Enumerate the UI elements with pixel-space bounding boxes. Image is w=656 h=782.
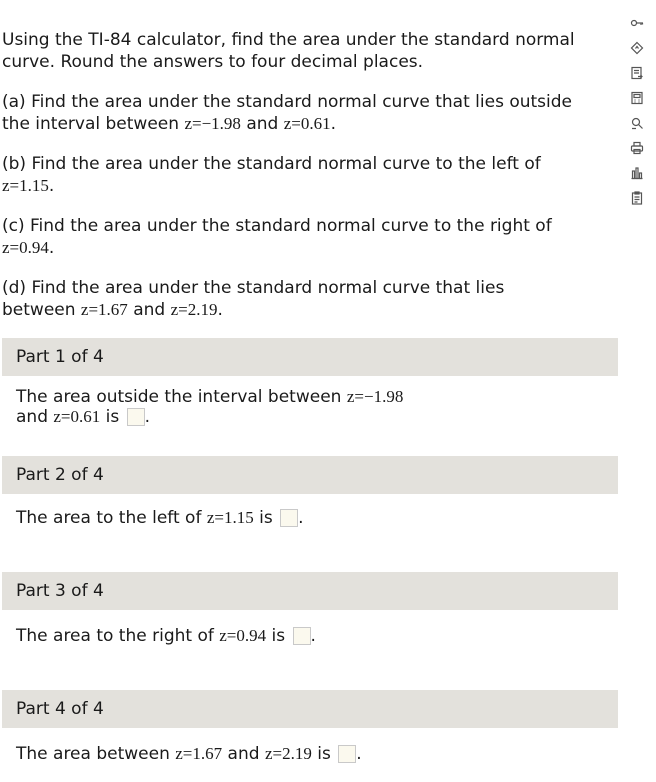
question-a-end: . — [330, 114, 337, 134]
question-d-pre: between — [2, 300, 81, 320]
note-icon[interactable] — [626, 60, 648, 85]
question-d-z1: z=1.67 — [80, 300, 128, 319]
part-4-header[interactable]: Part 4 of 4 — [2, 690, 618, 728]
question-d-end: . — [217, 300, 223, 320]
part-4-text: The area between — [16, 744, 176, 764]
part-3-answer-input[interactable] — [293, 627, 311, 645]
part-1-z1: z=−1.98 — [346, 387, 404, 406]
part-1-header[interactable]: Part 1 of 4 — [2, 338, 618, 376]
lightbulb-icon[interactable] — [626, 35, 648, 60]
question-d-mid: and — [127, 300, 171, 320]
part-4-answer-input[interactable] — [338, 745, 356, 763]
tool-sidebar — [626, 10, 648, 210]
question-a-z2: z=0.61 — [283, 114, 331, 133]
print-icon[interactable] — [626, 135, 648, 160]
part-2-suffix: is — [253, 508, 279, 528]
key-icon[interactable] — [626, 10, 648, 35]
part-4-end: . — [356, 744, 362, 764]
question-b-end: . — [48, 176, 55, 196]
chart-icon[interactable] — [626, 160, 648, 185]
question-c-z: z=0.94 — [2, 238, 49, 257]
question-d — [2, 277, 618, 321]
part-4-z1: z=1.67 — [175, 744, 223, 763]
part-3-header[interactable]: Part 3 of 4 — [2, 572, 618, 610]
part-3-text: The area to the right of — [16, 626, 220, 646]
clipboard-icon[interactable] — [626, 185, 648, 210]
question-b — [2, 153, 618, 197]
calculator-icon[interactable] — [626, 85, 648, 110]
part-1-text-2: and — [16, 407, 54, 427]
part-3-suffix: is — [266, 626, 291, 646]
question-c — [2, 215, 618, 259]
part-1-answer — [16, 387, 616, 427]
question-a-line-1: (a) Find the area under the standard normal curve that lies outside — [2, 92, 573, 112]
part-4-answer — [16, 744, 616, 764]
part-4-suffix: is — [311, 744, 337, 764]
part-1-text: The area outside the interval between — [16, 387, 347, 407]
part-2-answer-input[interactable] — [280, 509, 298, 527]
part-2-z: z=1.15 — [206, 508, 254, 527]
intro-line-1: Using the TI-84 calculator, find the area under the standard normal — [2, 30, 575, 50]
question-c-end: . — [48, 238, 55, 258]
question-c-line-1: (c) Find the area under the standard normal curve to the right of — [2, 216, 552, 236]
question-a-mid: and — [240, 114, 284, 134]
part-3-answer — [16, 626, 616, 646]
question-a-pre: the interval between — [2, 114, 185, 134]
intro-line-2: curve. Round the answers to four decimal places. — [2, 52, 424, 72]
part-3-end: . — [310, 626, 316, 646]
glossary-icon[interactable] — [626, 110, 648, 135]
intro-text — [2, 29, 618, 73]
question-d-line-1: (d) Find the area under the standard normal curve that lies — [2, 278, 505, 298]
part-1-end: . — [144, 407, 151, 427]
part-4-mid: and — [222, 744, 265, 764]
question-a-z1: z=−1.98 — [184, 114, 241, 133]
part-2-text: The area to the left of — [16, 508, 207, 528]
question-b-line-1: (b) Find the area under the standard normal curve to the left of — [2, 154, 541, 174]
part-1-suffix: is — [100, 407, 125, 427]
part-2-answer — [16, 508, 616, 528]
part-4-z2: z=2.19 — [264, 744, 312, 763]
question-b-z: z=1.15 — [2, 176, 49, 195]
question-d-z2: z=2.19 — [170, 300, 218, 319]
part-2-header[interactable]: Part 2 of 4 — [2, 456, 618, 494]
part-1-z2: z=0.61 — [53, 407, 101, 426]
question-a — [2, 91, 618, 135]
part-3-z: z=0.94 — [219, 626, 267, 645]
part-2-end: . — [298, 508, 304, 528]
part-1-answer-input[interactable] — [127, 408, 145, 426]
